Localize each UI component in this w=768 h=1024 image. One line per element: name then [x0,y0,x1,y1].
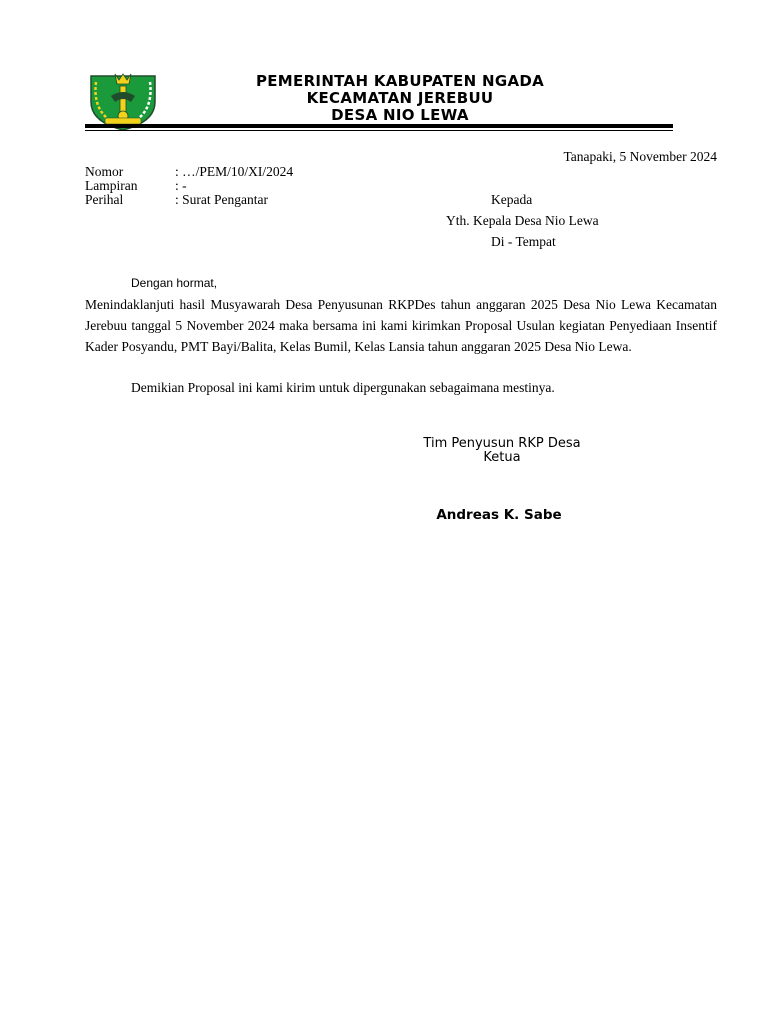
signature-team: Tim Penyusun RKP Desa [423,436,581,451]
closing-sentence: Demikian Proposal ini kami kirim untuk dipergunakan sebagaimana mestinya. [131,380,555,395]
letterhead-district: KECAMATAN JEREBUU [306,89,494,107]
signature-role: Ketua [483,450,521,465]
regency-emblem-logo [87,72,159,132]
letterhead-government: PEMERINTAH KABUPATEN NGADA [255,72,545,90]
signature-name: Andreas K. Sabe [436,507,562,523]
meta-value-nomor: : …/PEM/10/XI/2024 [175,164,294,179]
recipient-place: Di - Tempat [491,234,556,249]
letterhead-village: DESA NIO LEWA [331,106,469,124]
meta-label-lampiran: Lampiran [85,178,138,193]
meta-value-lampiran: : - [175,178,187,193]
salutation: Dengan hormat, [131,276,218,290]
body-paragraph: Menindaklanjuti hasil Musyawarah Desa Penyusunan RKPDes tahun anggaran 2025 Desa Nio Lewa Kecamatan Jerebuu tanggal 5 November 2024 maka bersama ini kami kirimkan Proposal Usulan kegiatan Penyediaan Insentif Kader Posyandu, PMT Bayi/Balita, Kelas Bumil, Kelas Lansia tahun anggaran 2025 Desa Nio Lewa. [85,297,717,354]
meta-label-perihal: Perihal [85,192,124,207]
recipient-name: Yth. Kepala Desa Nio Lewa [446,213,599,228]
letter-date: Tanapaki, 5 November 2024 [563,149,717,164]
meta-value-perihal: : Surat Pengantar [175,192,268,207]
letterhead-divider-thin [85,130,673,131]
recipient-kepada: Kepada [491,192,533,207]
letterhead-divider-thick [85,124,673,128]
meta-label-nomor: Nomor [85,164,124,179]
